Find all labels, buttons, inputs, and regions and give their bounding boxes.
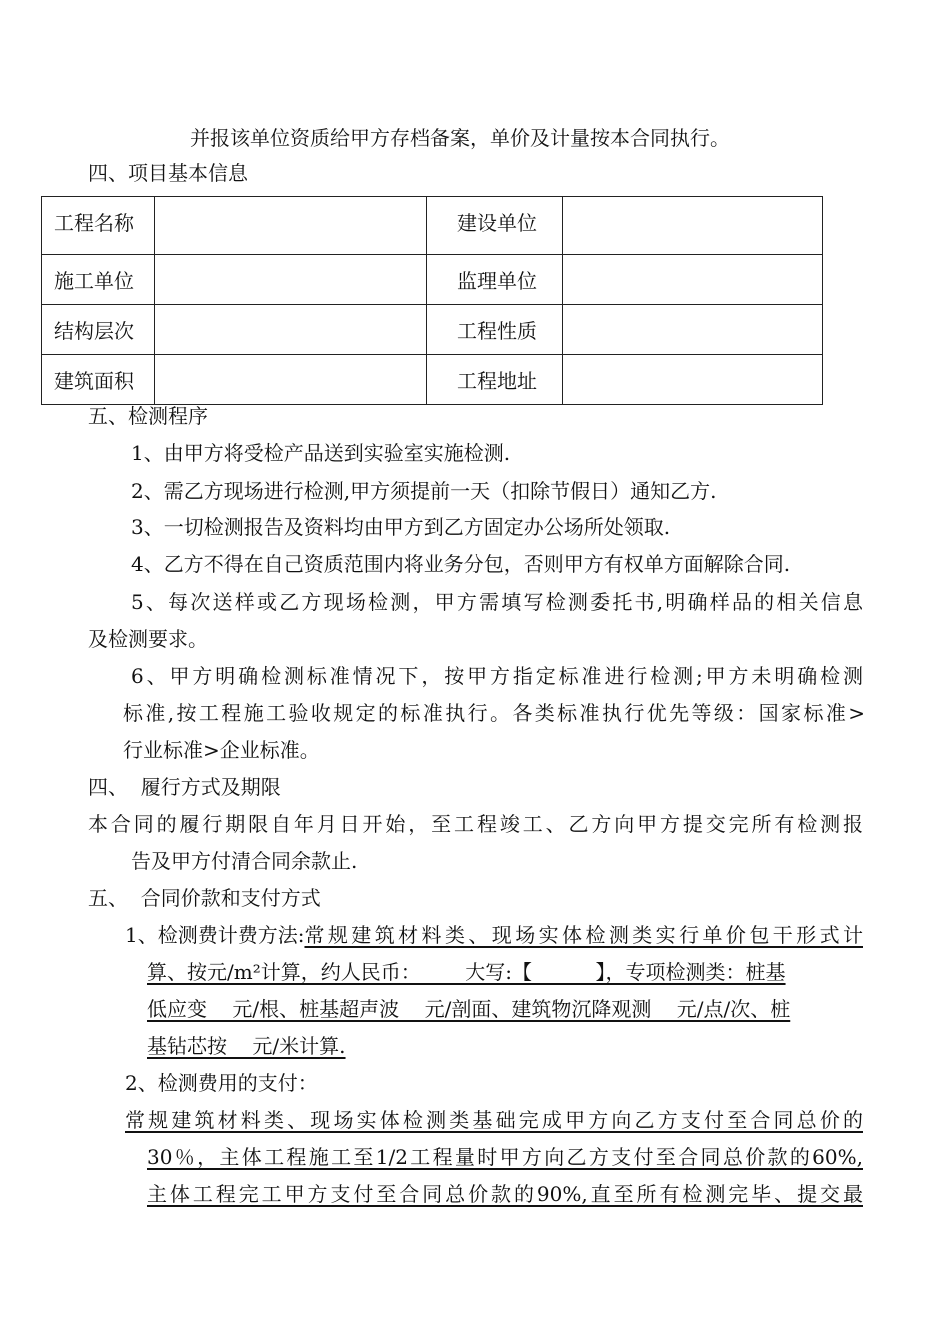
price-method-line-1 <box>125 923 863 947</box>
section-title-price: 五、 合同价款和支付方式 <box>88 886 321 910</box>
table-cell-label: 工程名称 <box>42 197 155 255</box>
table-cell-value <box>563 255 823 305</box>
procedure-item-6-line-3: 行业标准>企业标准。 <box>123 738 320 762</box>
table-cell-value <box>563 305 823 355</box>
price-method-prefix: 1、检测费计费方法: <box>125 923 305 947</box>
table-cell-label: 施工单位 <box>42 255 155 305</box>
intro-line: 并报该单位资质给甲方存档备案，单价及计量按本合同执行。 <box>190 126 730 150</box>
section-title-project-info: 四、项目基本信息 <box>88 161 248 185</box>
table-cell-value <box>563 355 823 405</box>
table-row <box>42 305 823 355</box>
table-cell-value <box>155 197 427 255</box>
payment-line-2: 30％，主体工程施工至1/2工程量时甲方向乙方支付至合同总价款的60%, <box>147 1145 863 1169</box>
table-cell-label: 工程性质 <box>427 305 563 355</box>
payment-line-1: 常规建筑材料类、现场实体检测类基础完成甲方向乙方支付至合同总价的 <box>125 1108 863 1132</box>
table-row <box>42 255 823 305</box>
table-row <box>42 197 823 255</box>
procedure-item-5-line-2: 及检测要求。 <box>88 627 208 651</box>
project-info-table <box>41 196 823 405</box>
procedure-item-1: 1、由甲方将受检产品送到实验室实施检测. <box>131 441 511 465</box>
table-cell-label: 结构层次 <box>42 305 155 355</box>
price-method-line-3: 低应变 元/根、桩基超声波 元/剖面、建筑物沉降观测 元/点/次、桩 <box>147 997 791 1021</box>
procedure-item-4: 4、乙方不得在自己资质范围内将业务分包，否则甲方有权单方面解除合同. <box>131 552 791 576</box>
table-cell-label: 工程地址 <box>427 355 563 405</box>
payment-title: 2、检测费用的支付： <box>125 1071 318 1095</box>
performance-line-1: 本合同的履行期限自年月日开始，至工程竣工、乙方向甲方提交完所有检测报 <box>88 812 863 836</box>
table-cell-value <box>563 197 823 255</box>
table-row <box>42 355 823 405</box>
table-cell-value <box>155 255 427 305</box>
table-cell-label: 建筑面积 <box>42 355 155 405</box>
procedure-item-3: 3、一切检测报告及资料均由甲方到乙方固定办公场所处领取. <box>131 515 671 539</box>
price-method-line-4: 基钻芯按 元/米计算. <box>147 1034 346 1058</box>
price-method-line-2: 算、按元/m²计算，约人民币： 大写:【 】，专项检测类：桩基 <box>147 960 786 984</box>
section-title-performance: 四、 履行方式及期限 <box>88 775 281 799</box>
price-method-text: 常规建筑材料类、现场实体检测类实行单价包干形式计 <box>304 923 863 947</box>
procedure-item-6-line-1: 6、甲方明确检测标准情况下，按甲方指定标准进行检测;甲方未明确检测 <box>131 664 863 688</box>
performance-line-2: 告及甲方付清合同余款止. <box>131 849 358 873</box>
procedure-item-6-line-2: 标准,按工程施工验收规定的标准执行。各类标准执行优先等级：国家标准> <box>123 701 865 725</box>
table-cell-value <box>155 355 427 405</box>
table-cell-label: 监理单位 <box>427 255 563 305</box>
procedure-item-5-line-1: 5、每次送样或乙方现场检测，甲方需填写检测委托书,明确样品的相关信息 <box>131 590 863 614</box>
procedure-item-2: 2、需乙方现场进行检测,甲方须提前一天（扣除节假日）通知乙方. <box>131 479 717 503</box>
payment-line-3: 主体工程完工甲方支付至合同总价款的90%,直至所有检测完毕、提交最 <box>147 1182 863 1206</box>
table-cell-value <box>155 305 427 355</box>
section-title-procedure: 五、检测程序 <box>88 404 208 428</box>
table-cell-label: 建设单位 <box>427 197 563 255</box>
